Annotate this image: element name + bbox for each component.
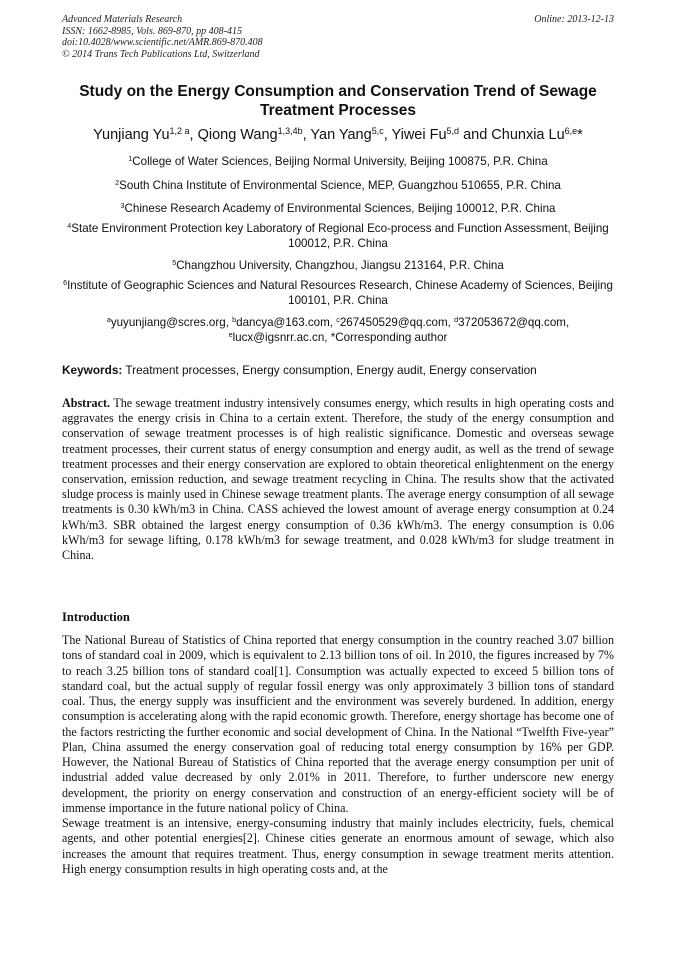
author-separator: and — [459, 127, 492, 143]
affiliation-text: Changzhou University, Changzhou, Jiangsu 213164, P.R. China — [176, 259, 504, 272]
keywords-text: Treatment processes, Energy consumption, Energy audit, Energy conservation — [122, 363, 537, 377]
paper-title — [62, 82, 614, 120]
doi-line: doi:10.4028/www.scientific.net/AMR.869-870.408 — [62, 37, 263, 48]
introduction-body — [62, 633, 614, 877]
affiliation-number: 2 — [115, 178, 120, 188]
email-separator: , — [225, 316, 233, 329]
online-date: Online: 2013-12-13 — [534, 14, 614, 25]
affiliation — [62, 201, 614, 216]
email-address: lucx@igsnrr.ac.cn — [232, 331, 325, 344]
author-separator: , — [189, 127, 198, 143]
email-entry — [454, 316, 569, 329]
abstract-label: Abstract. — [62, 396, 111, 410]
title-line: Treatment Processes — [260, 102, 416, 119]
email-entry — [336, 316, 454, 329]
author — [198, 127, 311, 143]
keywords-label: Keywords: — [62, 363, 123, 377]
author-name: Yan Yang — [310, 127, 372, 143]
author — [93, 127, 197, 143]
email-separator: , *Corresponding author — [324, 331, 448, 344]
affiliation-number: 6 — [63, 278, 68, 288]
email-address: 267450529@qq.com — [339, 316, 448, 329]
affiliation-text: Chinese Research Academy of Environmental Sciences, Beijing 100012, P.R. China — [124, 202, 556, 215]
affiliation-text: South China Institute of Environmental Science, MEP, Guangzhou 510655, P.R. China — [119, 179, 561, 192]
author-name: Chunxia Lu — [491, 127, 565, 143]
journal-name: Advanced Materials Research — [62, 14, 183, 25]
author — [391, 127, 491, 143]
section-heading: Introduction — [62, 610, 130, 624]
author-affil-marker: 6,e — [564, 126, 578, 137]
affiliation — [62, 258, 614, 273]
email-separator: , — [329, 316, 337, 329]
running-header — [62, 14, 614, 60]
email-marker: c — [336, 315, 340, 325]
author-name: Qiong Wang — [197, 127, 278, 143]
author-separator: , — [302, 127, 311, 143]
affiliation — [62, 278, 614, 308]
title-line: Study on the Energy Consumption and Conservation Trend of Sewage — [79, 83, 597, 100]
keywords — [62, 363, 614, 378]
email-entry — [232, 316, 336, 329]
abstract — [62, 396, 614, 563]
email-separator: , — [447, 316, 455, 329]
affiliation-number: 4 — [67, 221, 72, 231]
email-marker: b — [232, 315, 237, 325]
affiliation-number: 5 — [172, 258, 177, 268]
author — [310, 127, 391, 143]
affiliation — [62, 178, 614, 193]
email-address: 372053672@qq.com — [458, 316, 566, 329]
paragraph: The National Bureau of Statistics of China reported that energy consumption in the country reached 3.07 billion tons of standard coal in 2009, which is equivalent to 2.13 billion tons of oil. In 2010, the figures increased by 7% to reach 3.25 billion tons of standard coal[1]. Consumption was actually expected to exceed 5 billion tons of standard coal, but the actual supply of regular fossil energy was only approximately 3 billion tons of standard coal. Thus, the energy supply was insufficient and the environment was severely burdened. In addition, energy consumption is accelerating along with the rapid economic growth. Therefore, energy shortage has become one of the factors restricting the further economic and social development of China. In the National “Twelfth Five-year” Plan, China assumed the energy conservation goal of reducing total energy consumption by 16% per GDP. However, the National Bureau of Statistics of China reported that the average energy consumption per unit of industrial added value decreased by only 2.01% in 2011. Therefore, to further underscore new energy development, the priority on energy conservation and construction of an energy-efficient society will be of immense importance in the future national policy of China. — [62, 633, 614, 815]
author-separator: , — [383, 127, 392, 143]
author-name: Yiwei Fu — [391, 127, 447, 143]
author-affil-marker: 1,3,4b — [277, 126, 303, 137]
email-marker: d — [454, 315, 459, 325]
affiliation-number: 3 — [120, 201, 125, 211]
email-entry — [107, 316, 232, 329]
author-name: Yunjiang Yu — [93, 127, 170, 143]
email-entry — [229, 331, 448, 344]
affiliation-text: College of Water Sciences, Beijing Normal University, Beijing 100875, P.R. China — [132, 155, 548, 168]
paragraph: Sewage treatment is an intensive, energy-consuming industry that mainly includes electricity, fuels, chemical agents, and other potential energies[2]. Chinese cities generate an enormous amount of sewage, which also increases the amount that requires treatment. Thus, energy consumption in sewage treatment merits attention. High energy consumption results in high operating costs and, at the — [62, 816, 614, 876]
publication-info — [62, 14, 614, 60]
author — [491, 127, 583, 143]
email-marker: a — [106, 315, 111, 325]
email-address: yuyunjiang@scres.org — [110, 316, 226, 329]
author-list — [62, 126, 614, 144]
author-affil-marker: 5,d — [446, 126, 460, 137]
affiliation-text: State Environment Protection key Laboratory of Regional Eco-process and Function Assessment, Beijing 100012, P.R. China — [71, 222, 609, 250]
email-address: dancya@163.com — [236, 316, 330, 329]
copyright-line: © 2014 Trans Tech Publications Ltd, Switzerland — [62, 48, 260, 60]
email-separator: , — [565, 316, 570, 329]
affiliation-number: 1 — [128, 154, 133, 164]
affiliation — [62, 221, 614, 251]
email-marker: e — [228, 330, 233, 340]
author-separator: * — [577, 127, 583, 143]
abstract-text: The sewage treatment industry intensively consumes energy, which results in high operating costs and aggravates the energy crisis in China to a certain extent. Therefore, the study of the energy consumption and conservation of sewage treatment processes is of high realistic significance. Domestic and overseas sewage treatment processes, their current status of energy consumption and energy audit, as well as the trend of sewage treatment processes and their energy conservation are explored to obtain theoretical enlightenment on the energy conservation, emission reduction, and sewage treatment recycling in China. The results show that the activated sludge process is mainly used in Chinese sewage treatment plants. The average energy consumption of all sewage treatments is 0.30 kWh/m3 in China. CASS achieved the lowest amount of average energy consumption at 0.24 kWh/m3. SBR obtained the largest energy consumption of 0.36 kWh/m3. The energy consumption is 0.06 kWh/m3 for sewage lifting, 0.178 kWh/m3 for sewage treatment, and 0.028 kWh/m3 for sludge treatment in China. — [62, 396, 614, 563]
issn-line: ISSN: 1662-8985, Vols. 869-870, pp 408-415 — [62, 25, 242, 37]
affiliation — [62, 154, 614, 169]
email-list — [62, 315, 614, 345]
affiliation-text: Institute of Geographic Sciences and Natural Resources Research, Chinese Academy of Sciences, Beijing 100101, P.R. China — [67, 279, 613, 307]
author-affil-marker: 5,c — [371, 126, 384, 137]
author-affil-marker: 1,2 a — [169, 126, 190, 137]
